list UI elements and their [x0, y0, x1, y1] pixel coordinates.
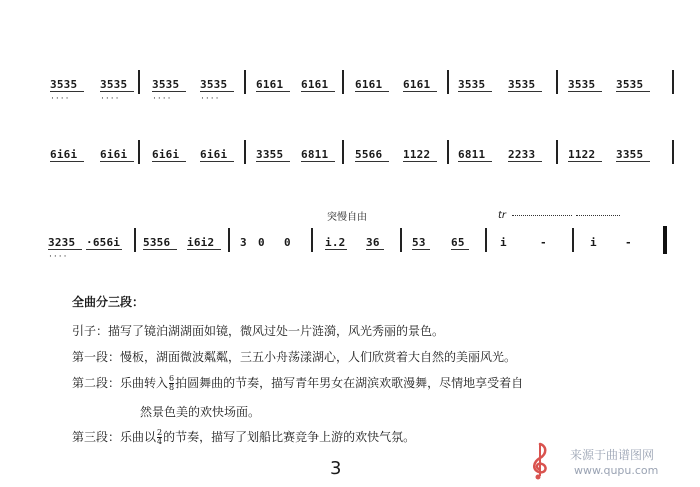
treble-clef-logo-icon	[523, 440, 557, 480]
trill-marking: tr	[498, 210, 507, 221]
note-group: 3535	[568, 78, 596, 91]
note-group: 1122	[403, 148, 431, 161]
note-group: 53	[412, 236, 426, 249]
time-signature-top: 6	[169, 374, 175, 383]
barline	[485, 228, 487, 252]
barline	[311, 228, 313, 252]
note-group: 0	[284, 236, 291, 249]
note-group: 3355	[256, 148, 284, 161]
barline	[138, 70, 140, 94]
note-group: 3	[240, 236, 247, 249]
note-group: 3535	[458, 78, 486, 91]
section-text: 慢板，湖面微波粼粼，三五小舟荡漾湖心，人们欣赏着大自然的美丽风光。	[120, 350, 517, 364]
beam-line	[152, 91, 186, 92]
beam-line	[100, 91, 134, 92]
note-group: 6811	[301, 148, 329, 161]
beam-line	[451, 249, 469, 250]
barline	[244, 140, 246, 164]
beam-line	[301, 161, 335, 162]
beam-line	[86, 249, 122, 250]
beam-line	[508, 91, 542, 92]
section-label: 第三段：	[72, 430, 121, 444]
beam-line	[366, 249, 384, 250]
staff-row-3	[0, 226, 700, 266]
section-text: 描写了镜泊湖湖面如镜，微风过处一片涟漪，风光秀丽的景色。	[108, 324, 445, 338]
watermark-url: www.qupu.com	[574, 464, 659, 477]
beam-line	[200, 161, 234, 162]
barline	[672, 140, 674, 164]
beam-line	[152, 161, 186, 162]
note-group: 3535	[508, 78, 536, 91]
note-group: 6811	[458, 148, 486, 161]
time-signature-bottom: 8	[169, 383, 175, 392]
note-group: 6161	[403, 78, 431, 91]
note-group: 6161	[355, 78, 383, 91]
note-group: ·656i	[86, 236, 121, 249]
section-text: 的节奏，描写了划船比赛竞争上游的欢快气氛。	[163, 430, 416, 444]
note-group: -	[625, 236, 632, 249]
barline	[447, 140, 449, 164]
barline	[556, 70, 558, 94]
barline	[342, 140, 344, 164]
beam-line	[143, 249, 177, 250]
note-group: 6161	[301, 78, 329, 91]
time-signature	[169, 375, 174, 392]
section-text: 乐曲以	[120, 430, 157, 444]
page-number: 3	[330, 458, 342, 479]
note-group: i	[590, 236, 597, 249]
note-group: 6i6i	[152, 148, 180, 161]
beam-line	[256, 161, 290, 162]
octave-dots: ····	[201, 94, 221, 104]
note-group: 6161	[256, 78, 284, 91]
beam-line	[403, 91, 437, 92]
section-label: 第二段：	[72, 376, 121, 390]
note-group: i	[500, 236, 507, 249]
section-label: 第一段：	[72, 350, 121, 364]
beam-line	[355, 161, 389, 162]
barline	[447, 70, 449, 94]
section-label: 引子：	[72, 324, 109, 338]
note-group: 3355	[616, 148, 644, 161]
octave-dots: ····	[49, 252, 69, 262]
note-group: -	[540, 236, 547, 249]
final-barline	[663, 226, 667, 254]
note-group: 5356	[143, 236, 171, 249]
note-group: 3535	[50, 78, 78, 91]
note-group: 6i6i	[100, 148, 128, 161]
beam-line	[458, 91, 492, 92]
barline	[572, 228, 574, 252]
note-group: 3235	[48, 236, 76, 249]
beam-line	[412, 249, 430, 250]
barline	[400, 228, 402, 252]
description-line-section-2-cont	[140, 403, 260, 420]
beam-line	[616, 161, 650, 162]
tempo-marking: 突慢自由	[327, 212, 367, 223]
beam-line	[50, 91, 84, 92]
beam-line	[325, 249, 347, 250]
octave-dots: ····	[51, 94, 71, 104]
beam-line	[50, 161, 84, 162]
barline	[672, 70, 674, 94]
time-signature-bottom: 4	[157, 437, 163, 446]
beam-line	[200, 91, 234, 92]
beam-line	[100, 161, 134, 162]
note-group: 1122	[568, 148, 596, 161]
description-title: 全曲分三段：	[72, 295, 145, 309]
barline	[228, 228, 230, 252]
note-group: 3535	[152, 78, 180, 91]
time-signature-top: 2	[157, 428, 163, 437]
barline	[134, 228, 136, 252]
description-line-section-1	[72, 348, 516, 365]
section-text: 乐曲转入	[120, 376, 169, 390]
barline	[556, 140, 558, 164]
barline	[244, 70, 246, 94]
note-group: 65	[451, 236, 465, 249]
barline	[138, 140, 140, 164]
note-group: i.2	[325, 236, 346, 249]
note-group: 3535	[200, 78, 228, 91]
note-group: 2233	[508, 148, 536, 161]
beam-line	[568, 161, 602, 162]
beam-line	[355, 91, 389, 92]
description-line-section-3	[72, 428, 415, 446]
barline	[342, 70, 344, 94]
beam-line	[616, 91, 650, 92]
note-group: 6i6i	[200, 148, 228, 161]
section-text: 然景色美的欢快场面。	[140, 405, 261, 419]
beam-line	[48, 249, 82, 250]
beam-line	[458, 161, 492, 162]
description-line-intro	[72, 322, 444, 339]
watermark-text: 来源于曲谱图网	[570, 448, 655, 462]
note-group: 6i6i	[50, 148, 78, 161]
note-group: 5566	[355, 148, 383, 161]
note-group: i6i2	[187, 236, 215, 249]
beam-line	[568, 91, 602, 92]
beam-line	[301, 91, 335, 92]
note-group: 36	[366, 236, 380, 249]
note-group: 3535	[616, 78, 644, 91]
octave-dots: ····	[153, 94, 173, 104]
time-signature	[157, 429, 162, 446]
beam-line	[187, 249, 221, 250]
note-group: 0	[258, 236, 265, 249]
beam-line	[403, 161, 437, 162]
description-line-section-2	[72, 374, 523, 392]
note-group: 3535	[100, 78, 128, 91]
section-text: 拍圆舞曲的节奏，描写青年男女在湖滨欢歌漫舞，尽情地享受着自	[175, 376, 524, 390]
beam-line	[508, 161, 542, 162]
staff-row-1	[0, 68, 700, 108]
trill-wave	[512, 215, 572, 219]
octave-dots: ····	[101, 94, 121, 104]
trill-wave	[576, 215, 620, 219]
staff-row-2	[0, 138, 700, 178]
beam-line	[256, 91, 290, 92]
